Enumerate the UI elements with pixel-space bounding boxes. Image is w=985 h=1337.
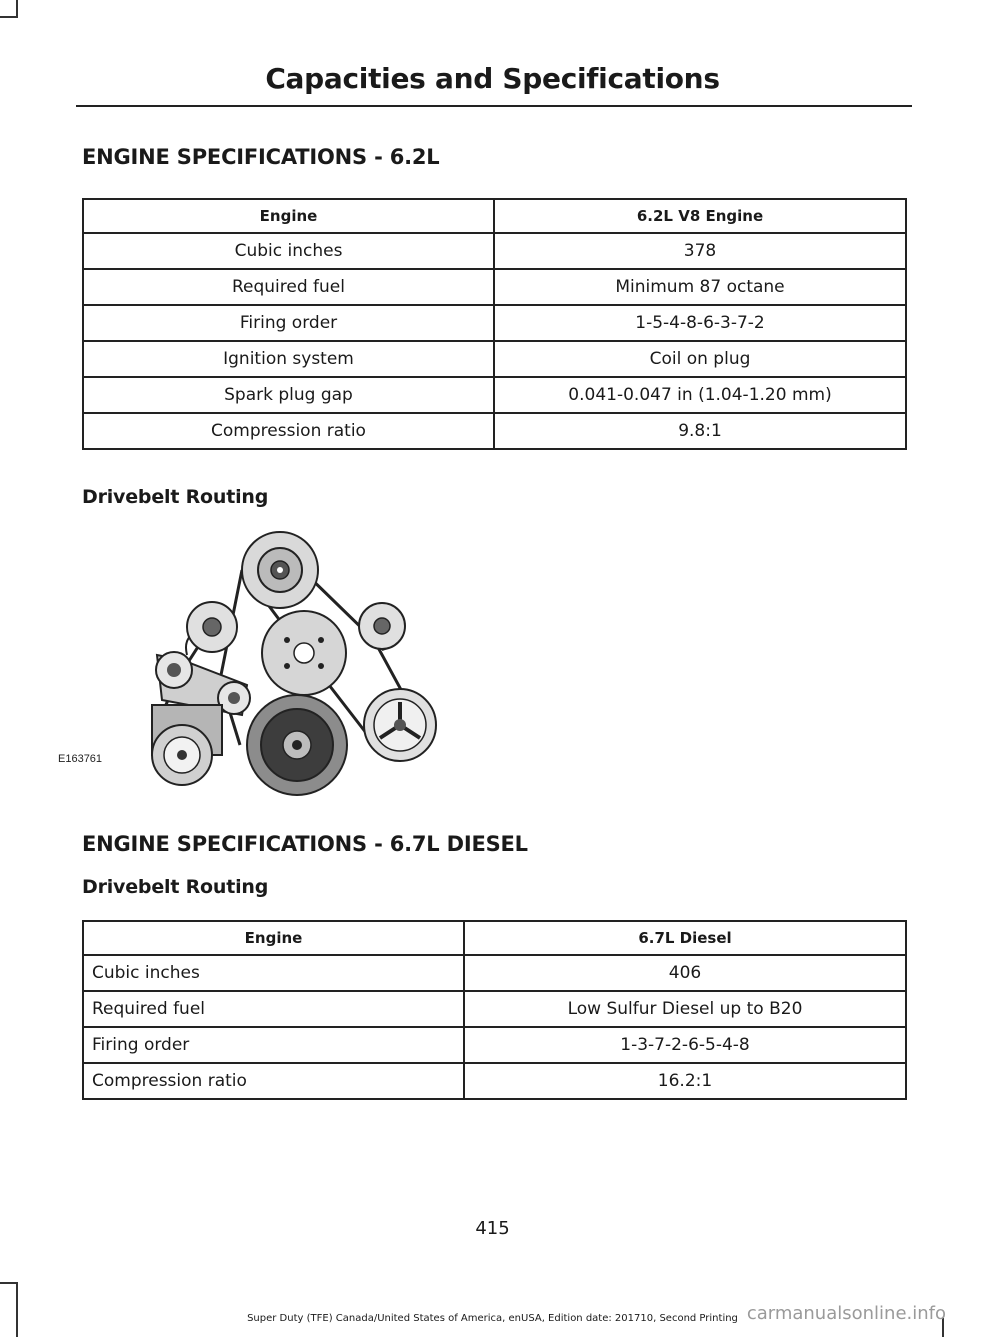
table-cell: Cubic inches xyxy=(83,955,464,991)
idler-pulley-left-icon xyxy=(187,602,237,652)
table-cell: 1-3-7-2-6-5-4-8 xyxy=(464,1027,906,1063)
crop-mark-bottom-left xyxy=(0,1282,18,1284)
table-header-row xyxy=(83,199,906,233)
spec-table-6-2l xyxy=(82,198,907,450)
column-header: Engine xyxy=(83,199,494,233)
water-pump-pulley-icon xyxy=(262,611,346,695)
table-cell: Ignition system xyxy=(83,341,494,377)
table-row xyxy=(83,341,906,377)
crankshaft-pulley-icon xyxy=(247,695,347,795)
alternator-icon xyxy=(242,532,318,608)
column-header: 6.7L Diesel xyxy=(464,921,906,955)
section-heading-6-2l: ENGINE SPECIFICATIONS - 6.2L xyxy=(82,145,440,169)
table-cell: Compression ratio xyxy=(83,1063,464,1099)
drivebelt-heading-6-2l: Drivebelt Routing xyxy=(82,486,269,508)
header-divider xyxy=(76,105,912,107)
table-row xyxy=(83,305,906,341)
column-header: Engine xyxy=(83,921,464,955)
table-cell: 1-5-4-8-6-3-7-2 xyxy=(494,305,906,341)
crop-mark-bottom-left xyxy=(16,1282,18,1337)
power-steering-pulley-icon xyxy=(364,689,436,761)
ac-compressor-icon xyxy=(152,705,222,785)
drivebelt-routing-diagram xyxy=(58,530,462,805)
table-cell: Low Sulfur Diesel up to B20 xyxy=(464,991,906,1027)
table-cell: Spark plug gap xyxy=(83,377,494,413)
table-header-row xyxy=(83,921,906,955)
table-cell: Required fuel xyxy=(83,269,494,305)
table-cell: 378 xyxy=(494,233,906,269)
table-cell: Required fuel xyxy=(83,991,464,1027)
spec-table-6-7l-diesel xyxy=(82,920,907,1100)
table-row xyxy=(83,233,906,269)
table-cell: Minimum 87 octane xyxy=(494,269,906,305)
edition-footer: Super Duty (TFE) Canada/United States of America, enUSA, Edition date: 201710, Second Printing xyxy=(247,1313,738,1324)
table-row xyxy=(83,1027,906,1063)
page-number: 415 xyxy=(475,1218,510,1239)
table-cell: 16.2:1 xyxy=(464,1063,906,1099)
section-heading-6-7l-diesel: ENGINE SPECIFICATIONS - 6.7L DIESEL xyxy=(82,832,528,856)
table-row xyxy=(83,1063,906,1099)
table-cell: 0.041-0.047 in (1.04-1.20 mm) xyxy=(494,377,906,413)
table-row xyxy=(83,413,906,449)
table-cell: Cubic inches xyxy=(83,233,494,269)
watermark[interactable]: carmanualsonline.info xyxy=(746,1303,946,1324)
table-cell: 9.8:1 xyxy=(494,413,906,449)
table-cell: Firing order xyxy=(83,305,494,341)
table-row xyxy=(83,377,906,413)
table-cell: Compression ratio xyxy=(83,413,494,449)
page-title: Capacities and Specifications xyxy=(265,62,720,95)
table-row xyxy=(83,991,906,1027)
idler-pulley-right-icon xyxy=(359,603,405,649)
table-cell: Firing order xyxy=(83,1027,464,1063)
drivebelt-heading-6-7l: Drivebelt Routing xyxy=(82,876,269,898)
table-row xyxy=(83,955,906,991)
figure-id-label: E163761 xyxy=(58,753,103,765)
table-cell: 406 xyxy=(464,955,906,991)
table-cell: Coil on plug xyxy=(494,341,906,377)
crop-mark-top-left xyxy=(0,16,18,18)
table-row xyxy=(83,269,906,305)
column-header: 6.2L V8 Engine xyxy=(494,199,906,233)
